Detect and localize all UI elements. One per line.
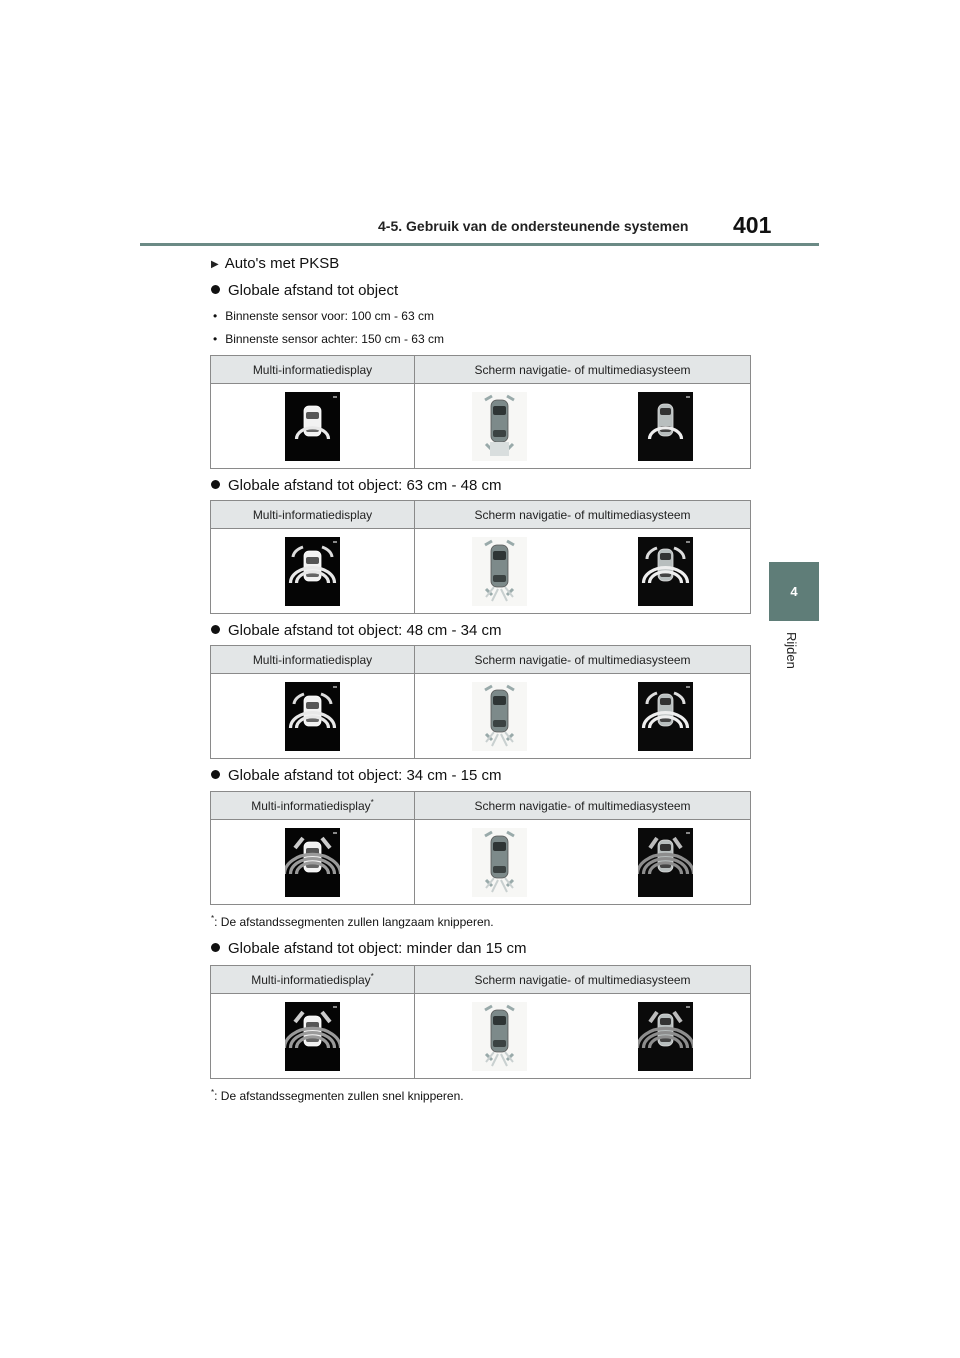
section-heading: ▶ Auto's met PKSB: [211, 255, 340, 272]
parking-sensor-nav-image: [472, 392, 527, 461]
mid-image-cell: [211, 994, 415, 1079]
parking-sensor-multimedia-image: [638, 828, 693, 897]
display-table-5: [210, 965, 751, 1079]
col-header-nav: Scherm navigatie- of multimediasysteem: [415, 646, 751, 674]
parking-sensor-nav-image: [472, 537, 527, 606]
parking-sensor-mid-image: [285, 682, 340, 751]
mid-image-cell: [211, 674, 415, 759]
display-table-1: [210, 355, 751, 469]
nav-image-cell: [415, 674, 751, 759]
parking-sensor-multimedia-image: [638, 682, 693, 751]
mid-image-cell: [211, 820, 415, 905]
col-header-nav: Scherm navigatie- of multimediasysteem: [415, 501, 751, 529]
col-header-mid: Multi-informatiedisplay: [211, 501, 415, 529]
mid-image-cell: [211, 384, 415, 469]
parking-sensor-mid-image: [285, 537, 340, 606]
triangle-right-icon: ▶: [211, 259, 219, 270]
parking-sensor-multimedia-image: [638, 392, 693, 461]
col-header-mid: Multi-informatiedisplay: [211, 646, 415, 674]
nav-image-cell: [415, 384, 751, 469]
parking-sensor-mid-image: [285, 1002, 340, 1071]
sensor-range-rear: • Binnenste sensor achter: 150 cm - 63 cm: [213, 332, 444, 346]
parking-sensor-nav-image: [472, 682, 527, 751]
parking-sensor-mid-image: [285, 392, 340, 461]
parking-sensor-mid-image: [285, 828, 340, 897]
range-heading-2: Globale afstand tot object: 63 cm - 48 cm: [211, 477, 501, 494]
col-header-nav: Scherm navigatie- of multimediasysteem: [415, 792, 751, 820]
bullet-icon: [211, 770, 220, 779]
display-table-2: [210, 500, 751, 614]
footnote-slow-blink: *: De afstandssegmenten zullen langzaam knipperen.: [211, 914, 494, 929]
parking-sensor-multimedia-image: [638, 1002, 693, 1071]
range-heading-4: Globale afstand tot object: 34 cm - 15 cm: [211, 767, 501, 784]
display-table-3: [210, 645, 751, 759]
range-heading-3: Globale afstand tot object: 48 cm - 34 cm: [211, 622, 501, 639]
nav-image-cell: [415, 820, 751, 905]
asterisk-mark: *: [370, 798, 374, 807]
bullet-icon: [211, 625, 220, 634]
display-table-4: [210, 791, 751, 905]
nav-image-cell: [415, 994, 751, 1079]
bullet-icon: [211, 285, 220, 294]
col-header-nav: Scherm navigatie- of multimediasysteem: [415, 356, 751, 384]
col-header-mid: Multi-informatiedisplay: [211, 356, 415, 384]
mid-image-cell: [211, 529, 415, 614]
chapter-section-title: 4-5. Gebruik van de ondersteunende systemen: [378, 218, 689, 234]
header-divider: [140, 243, 819, 246]
bullet-icon: [211, 480, 220, 489]
range-heading-1: Globale afstand tot object: [211, 282, 398, 299]
col-header-mid: Multi-informatiedisplay*: [211, 792, 415, 820]
col-header-nav: Scherm navigatie- of multimediasysteem: [415, 966, 751, 994]
footnote-fast-blink: *: De afstandssegmenten zullen snel knipperen.: [211, 1088, 464, 1103]
chapter-tab: 4: [769, 562, 819, 621]
chapter-label: Rijden: [784, 632, 799, 669]
sensor-range-front: • Binnenste sensor voor: 100 cm - 63 cm: [213, 309, 434, 323]
nav-image-cell: [415, 529, 751, 614]
page-number: 401: [733, 212, 772, 238]
col-header-mid: Multi-informatiedisplay*: [211, 966, 415, 994]
asterisk-mark: *: [370, 972, 374, 981]
parking-sensor-multimedia-image: [638, 537, 693, 606]
parking-sensor-nav-image: [472, 828, 527, 897]
range-heading-5: Globale afstand tot object: minder dan 15 cm: [211, 940, 527, 957]
bullet-icon: [211, 943, 220, 952]
parking-sensor-nav-image: [472, 1002, 527, 1071]
